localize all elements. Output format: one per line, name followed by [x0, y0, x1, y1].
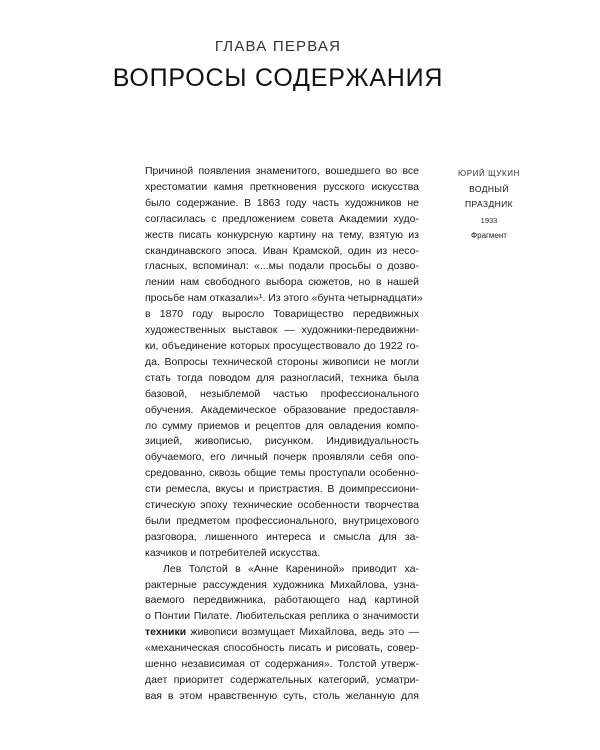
- caption-author: ЮРИЙ ЩУКИН: [458, 169, 520, 178]
- text-line: лении нам свободного выбора сюжетов, но в нашей: [145, 276, 419, 289]
- text-line: да. Вопросы технической стороны живописи не могли: [145, 355, 419, 368]
- caption-note: Фрагмент: [471, 231, 507, 240]
- text-line: скандинавского эпоса. Иван Крамской, один из несо-: [145, 244, 419, 257]
- chapter-title: ВОПРОСЫ СОДЕРЖАНИЯ: [112, 64, 444, 92]
- text-line: шенно независимая от содержания». Толстой утверж-: [145, 658, 419, 671]
- text-line: «механическая способность писать и рисовать, совер-: [145, 642, 419, 655]
- text-line-rest: живописи возмущает Михайлова, ведь это —: [190, 626, 419, 639]
- caption-year: 1933: [480, 215, 498, 225]
- text-line: художественных выставок — художники-передвижни-: [145, 324, 419, 337]
- text-line: Лев Толстой в «Анне Карениной» приводит ха-: [163, 562, 419, 575]
- text-line: Причиной появления знаменитого, вошедшего во все: [145, 165, 419, 177]
- text-line: ло сумму приемов и рецептов для овладения компо-: [145, 419, 419, 432]
- text-line: хрестоматии камня преткновения русского искусства: [145, 180, 419, 193]
- text-line: стическую эпоху технические особенности творчества: [145, 499, 419, 512]
- text-line: согласилась с предложением совета Академии худо-: [145, 212, 419, 225]
- text-line: обучения. Академическое образование предоставля-: [145, 403, 419, 416]
- text-line: ки, объединение которых просуществовало до 1922 го-: [145, 339, 419, 352]
- text-line: [145, 625, 419, 641]
- text-line: сти ремесла, вкусы и пристрастия. В доимпрессиони-: [145, 483, 419, 496]
- emphasis-word: техники: [145, 626, 187, 639]
- text-line: было содержание. В 1863 году часть художников не: [145, 196, 419, 209]
- text-line: казчиков и потребителей искусства.: [145, 546, 321, 559]
- text-line: просьбе нам отказали»¹. Из этого «бунта четырнадцати»: [145, 292, 423, 305]
- illustration-caption: [446, 166, 532, 244]
- text-line: были предметом профессионального, внутрицехового: [145, 514, 419, 527]
- text-line: базовой, незыблемой частью профессионального: [145, 387, 419, 400]
- text-line: жеств писать конкурсную картину на тему, взятую из: [145, 228, 419, 241]
- text-line: ваемого передвижника, работающего над картиной: [145, 594, 419, 607]
- text-line: дает приоритет содержательных категорий, усматри-: [145, 674, 419, 686]
- text-line: зицией, живописью, рисунком. Индивидуальность: [145, 435, 419, 448]
- chapter-label: ГЛАВА ПЕРВАЯ: [214, 38, 342, 55]
- text-line: обучаемого, его личный почерк проявляли себя опо-: [145, 451, 419, 464]
- text-line: разговора, лишенного интереса и смысла для за-: [145, 530, 419, 543]
- text-line: средованно, сквозь общие темы проступали особенно-: [145, 467, 419, 480]
- text-line: вая в этом нравственную суть, столь желанную для: [145, 689, 419, 702]
- text-line: рактерные рассуждения художника Михайлова, узна-: [145, 578, 419, 591]
- text-line: о Понтии Пилате. Любительская реплика о значимости: [145, 610, 419, 623]
- body-text: [145, 164, 423, 705]
- text-line: гласных, вспоминал: «...мы подали просьбы о дозво-: [145, 260, 419, 273]
- text-line: стать тогда поводом для разногласий, техника была: [145, 371, 419, 384]
- text-line: в 1870 году выросло Товарищество передвижных: [145, 308, 419, 321]
- caption-artwork-title: ВОДНЫЙ ПРАЗДНИК: [464, 183, 514, 209]
